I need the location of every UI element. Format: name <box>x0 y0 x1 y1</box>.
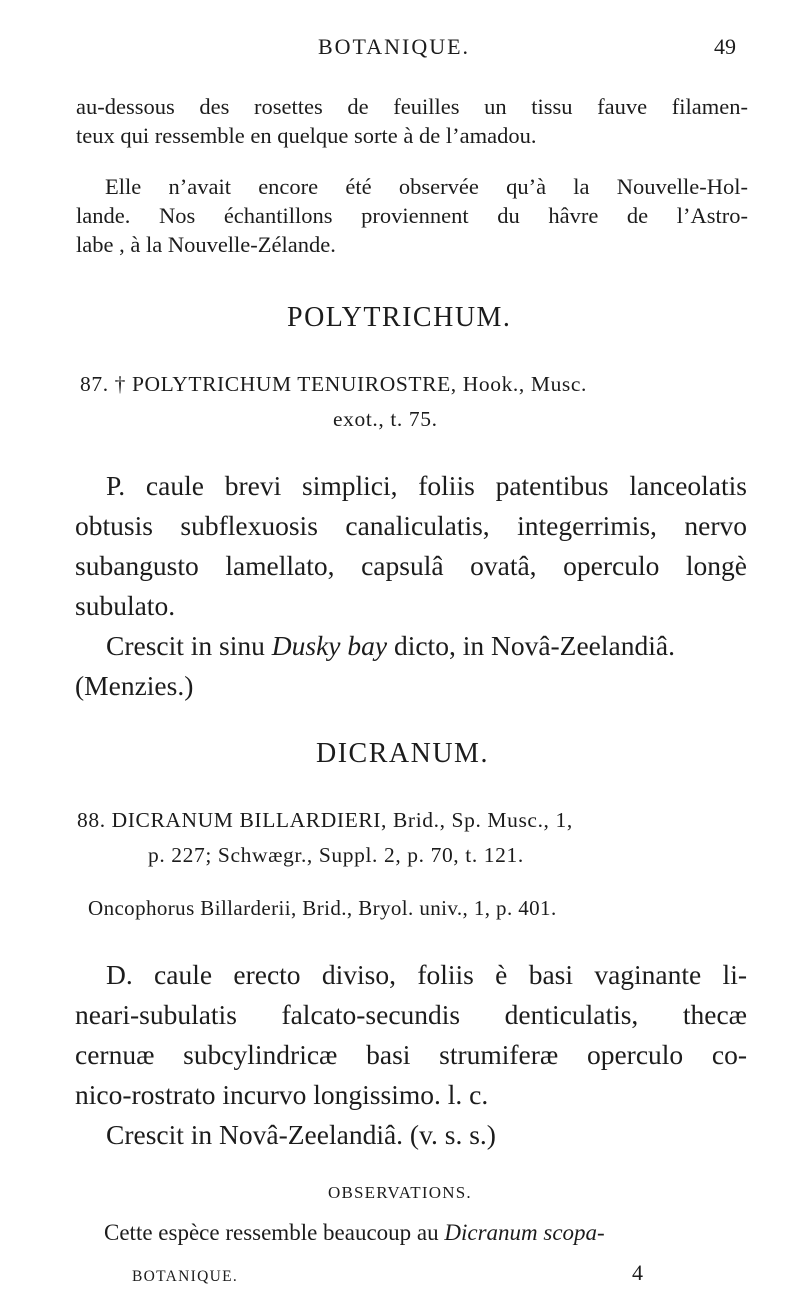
intro-paragraph <box>76 92 748 150</box>
text-line: obtusis subflexuosis canaliculatis, integerrimis, nervo <box>75 510 747 541</box>
running-head: BOTANIQUE. <box>318 34 471 59</box>
text-line: lande. Nos échantillons proviennent du hâvre de l’Astro- <box>76 203 748 228</box>
observations-body: Cette espèce ressemble beaucoup au <box>104 1220 445 1245</box>
habitat-text: Crescit in sinu <box>106 630 272 661</box>
text-line: labe , à la Nouvelle-Zélande. <box>76 232 336 257</box>
diagnosis-polytrichum <box>75 466 747 706</box>
text-line: nico-rostrato incurvo longissimo. l. c. <box>75 1079 489 1110</box>
text-line: subangusto lamellato, capsulâ ovatâ, operculo longè <box>75 550 747 581</box>
text-line: au-dessous des rosettes de feuilles un tissu fauve filamen- <box>76 94 748 119</box>
text-line: neari-subulatis falcato-secundis denticulatis, thecæ <box>75 999 747 1030</box>
text-line: D. caule erecto diviso, foliis è basi vaginante li- <box>106 959 747 990</box>
habitat-locality: Dusky bay <box>271 630 388 661</box>
habitat-text: dicto, in Novâ-Zeelandiâ. <box>387 630 675 661</box>
page-number: 49 <box>714 34 736 59</box>
text-line: P. caule brevi simplici, foliis patentibus lanceolatis <box>106 470 747 501</box>
species-entry-88-cont: p. 227; Schwægr., Suppl. 2, p. 70, t. 121. <box>148 843 524 867</box>
genus-heading-dicranum: DICRANUM. <box>316 738 489 769</box>
species-entry-87-cont: exot., t. 75. <box>333 407 438 431</box>
text-line: Elle n’avait encore été observée qu’à la Nouvelle-Hol- <box>105 174 748 199</box>
observations-heading: OBSERVATIONS. <box>328 1183 472 1202</box>
signature-mark: 4 <box>632 1260 643 1285</box>
observations-taxon: Dicranum scopa- <box>444 1220 605 1245</box>
text-line: subulato. <box>75 590 176 621</box>
species-entry-88: 88. DICRANUM BILLARDIERI, Brid., Sp. Musc., 1, <box>77 808 573 832</box>
text-line: teux qui ressemble en quelque sorte à de l’amadou. <box>76 123 537 148</box>
habitat-line <box>75 626 747 666</box>
text-line: cernuæ subcylindricæ basi strumiferæ operculo co- <box>75 1039 747 1070</box>
habitat-line: Crescit in Novâ-Zeelandiâ. (v. s. s.) <box>106 1119 496 1150</box>
genus-heading-polytrichum: POLYTRICHUM. <box>287 302 512 333</box>
footer-label: BOTANIQUE. <box>132 1268 239 1285</box>
synonym: Oncophorus Billarderii, Brid., Bryol. univ., 1, p. 401. <box>88 896 557 920</box>
observations-text <box>104 1220 748 1246</box>
collector: (Menzies.) <box>75 670 194 701</box>
species-entry-87: 87. † POLYTRICHUM TENUIROSTRE, Hook., Musc. <box>80 372 588 396</box>
diagnosis-dicranum <box>75 955 747 1155</box>
distribution-paragraph <box>76 172 748 259</box>
